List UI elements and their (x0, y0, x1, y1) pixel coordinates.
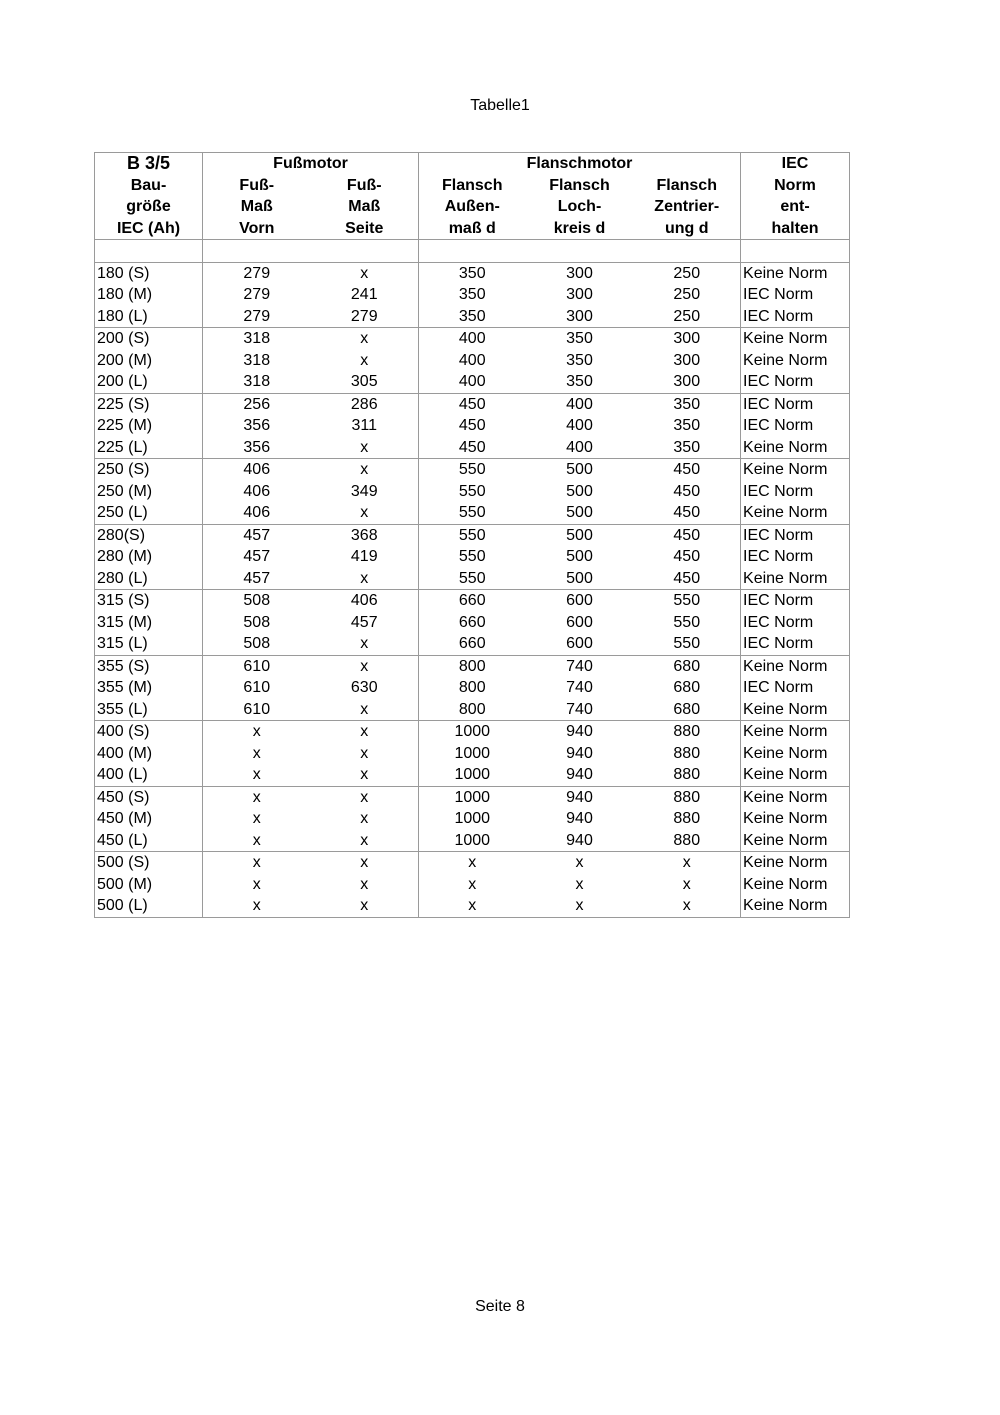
cell-flansch-aussen: 550 (458, 482, 486, 500)
cell-baugroesse: 280 (M) (95, 546, 203, 568)
table-row (95, 764, 850, 786)
cell-baugroesse: 180 (L) (95, 306, 203, 328)
header-cell: Loch- (557, 198, 602, 215)
cell-flansch-loch: 600 (566, 592, 593, 609)
cell-baugroesse: 355 (L) (95, 699, 203, 721)
table-row (95, 830, 850, 852)
cell-iec-norm: Keine Norm (741, 743, 850, 765)
header-cell: Fuß- (239, 176, 275, 194)
cell-fuss-seite: x (311, 830, 419, 852)
cell-baugroesse: 355 (S) (95, 655, 203, 677)
cell-iec-norm: Keine Norm (741, 786, 850, 808)
table-row (95, 502, 850, 524)
cell-baugroesse: 225 (L) (95, 437, 203, 459)
table-row (95, 568, 850, 590)
cell-fuss-vorn: 356 (203, 437, 311, 459)
cell-iec-norm: Keine Norm (741, 699, 850, 721)
header-cell: Zentrier- (634, 196, 741, 218)
cell-flansch-aussen: 1000 (454, 723, 491, 740)
cell-flansch-aussen: 800 (458, 679, 486, 696)
header-cell: Flansch (549, 176, 610, 194)
cell-baugroesse: 200 (S) (95, 328, 203, 350)
cell-fuss-seite: x (311, 568, 419, 590)
table-row (95, 481, 850, 503)
cell-flansch-zentrier: 450 (634, 481, 741, 503)
cell-baugroesse: 500 (S) (95, 852, 203, 874)
cell-fuss-seite: x (311, 350, 419, 372)
cell-fuss-seite: x (311, 852, 419, 874)
cell-flansch-zentrier: 880 (634, 786, 741, 808)
cell-flansch-loch: 940 (566, 788, 593, 806)
cell-iec-norm: IEC Norm (741, 415, 850, 437)
cell-flansch-zentrier: 450 (634, 524, 741, 546)
cell-fuss-vorn: 508 (243, 613, 271, 631)
cell-iec-norm: IEC Norm (741, 612, 850, 634)
header-row-3 (95, 196, 850, 218)
cell-fuss-vorn: 457 (243, 548, 271, 565)
table-body (95, 153, 850, 918)
cell-fuss-seite: x (311, 262, 419, 284)
cell-flansch-loch: 400 (526, 437, 634, 459)
cell-flansch-zentrier: 880 (634, 743, 741, 765)
cell-baugroesse: 280 (L) (95, 568, 203, 590)
cell-fuss-seite: 305 (311, 371, 419, 393)
cell-iec-norm: IEC Norm (741, 590, 850, 612)
table-row (95, 786, 850, 808)
cell-fuss-vorn: 406 (203, 502, 311, 524)
cell-fuss-seite: x (311, 743, 419, 765)
table-row (95, 284, 850, 306)
cell-flansch-zentrier: 680 (634, 655, 741, 677)
cell-iec-norm: Keine Norm (741, 874, 850, 896)
cell-flansch-loch: 500 (566, 526, 593, 544)
cell-flansch-aussen: 800 (419, 699, 526, 721)
cell-iec-norm: Keine Norm (741, 852, 850, 874)
cell-baugroesse: 450 (L) (95, 830, 203, 852)
header-cell: Norm (741, 175, 850, 197)
cell-iec-norm: Keine Norm (741, 262, 850, 284)
cell-flansch-loch: 740 (526, 699, 634, 721)
cell-fuss-seite: x (311, 633, 419, 655)
cell-iec-norm: IEC Norm (741, 546, 850, 568)
cell-flansch-aussen: 1000 (454, 744, 491, 762)
cell-flansch-loch: 600 (526, 633, 634, 655)
cell-baugroesse: 180 (S) (95, 262, 203, 284)
cell-flansch-loch: 500 (526, 502, 634, 524)
cell-baugroesse: 315 (L) (95, 633, 203, 655)
cell-fuss-seite: x (311, 655, 419, 677)
header-cell: IEC (Ah) (95, 218, 203, 240)
cell-flansch-loch: x (575, 875, 584, 893)
cell-flansch-loch: 500 (566, 461, 593, 478)
cell-baugroesse: 450 (M) (95, 808, 203, 830)
cell-flansch-loch: x (575, 854, 584, 871)
cell-iec-norm: IEC Norm (741, 677, 850, 699)
cell-flansch-zentrier: 450 (634, 502, 741, 524)
table-row (95, 524, 850, 546)
cell-flansch-aussen: x (468, 854, 477, 871)
cell-iec-norm: IEC Norm (741, 481, 850, 503)
cell-flansch-loch: 400 (566, 417, 593, 434)
header-cell: Fuß- (311, 175, 419, 197)
cell-flansch-zentrier: 250 (634, 284, 741, 306)
cell-fuss-vorn: x (252, 723, 261, 740)
cell-baugroesse: 400 (L) (95, 764, 203, 786)
cell-flansch-zentrier: 880 (634, 830, 741, 852)
header-cell: Vorn (239, 219, 275, 237)
cell-iec-norm: Keine Norm (741, 655, 850, 677)
header-cell: Bau- (95, 175, 203, 197)
header-b35: B 3/5 (95, 153, 203, 175)
cell-fuss-vorn: 610 (243, 657, 271, 675)
cell-fuss-seite: x (311, 895, 419, 917)
cell-flansch-aussen: 1000 (419, 764, 526, 786)
table-row (95, 437, 850, 459)
sheet-title: Tabelle1 (470, 97, 530, 114)
cell-fuss-seite: 457 (311, 612, 419, 634)
cell-flansch-zentrier: 880 (634, 721, 741, 743)
cell-flansch-aussen: 450 (458, 417, 486, 434)
cell-iec-norm: IEC Norm (741, 371, 850, 393)
cell-fuss-seite: x (311, 764, 419, 786)
cell-fuss-vorn: 406 (243, 461, 271, 478)
cell-fuss-vorn: 610 (243, 679, 271, 696)
cell-flansch-aussen: 550 (419, 502, 526, 524)
table-row (95, 415, 850, 437)
cell-baugroesse: 315 (S) (95, 590, 203, 612)
cell-iec-norm: Keine Norm (741, 437, 850, 459)
table-row (95, 612, 850, 634)
header-cell: Flansch (442, 176, 503, 194)
cell-fuss-seite: 349 (311, 481, 419, 503)
cell-fuss-vorn: 318 (243, 351, 271, 369)
table-row (95, 743, 850, 765)
cell-flansch-zentrier: 300 (634, 371, 741, 393)
cell-fuss-vorn: 457 (203, 568, 311, 590)
cell-flansch-zentrier: 250 (634, 262, 741, 284)
table-row (95, 459, 850, 481)
cell-fuss-seite: x (311, 437, 419, 459)
cell-flansch-zentrier: 300 (634, 350, 741, 372)
cell-flansch-aussen: 1000 (454, 810, 491, 827)
cell-flansch-aussen: x (468, 875, 477, 893)
table-row (95, 721, 850, 743)
cell-fuss-vorn: 457 (243, 526, 271, 544)
table-row (95, 808, 850, 830)
cell-baugroesse: 225 (S) (95, 393, 203, 415)
cell-fuss-vorn: 279 (203, 306, 311, 328)
cell-iec-norm: Keine Norm (741, 895, 850, 917)
table-row (95, 371, 850, 393)
cell-flansch-aussen: 400 (419, 371, 526, 393)
cell-baugroesse: 200 (L) (95, 371, 203, 393)
header-cell: Außen- (444, 198, 500, 215)
table-row (95, 895, 850, 917)
cell-fuss-seite: 630 (311, 677, 419, 699)
cell-flansch-zentrier: 550 (634, 612, 741, 634)
cell-flansch-loch: 300 (526, 306, 634, 328)
header-cell: Maß (311, 196, 419, 218)
cell-fuss-seite: x (311, 459, 419, 481)
cell-flansch-loch: 350 (566, 330, 593, 347)
cell-flansch-zentrier: 350 (634, 437, 741, 459)
header-cell: größe (95, 196, 203, 218)
cell-flansch-loch: 350 (526, 371, 634, 393)
cell-iec-norm: Keine Norm (741, 459, 850, 481)
spacer-cell (95, 240, 203, 263)
cell-fuss-seite: 419 (311, 546, 419, 568)
header-cell: Maß (240, 198, 273, 215)
cell-baugroesse: 355 (M) (95, 677, 203, 699)
table-row (95, 655, 850, 677)
cell-fuss-vorn: x (203, 895, 311, 917)
cell-flansch-aussen: 660 (458, 592, 486, 609)
cell-fuss-vorn: 279 (243, 264, 271, 282)
cell-baugroesse: 400 (S) (95, 721, 203, 743)
cell-flansch-zentrier: 880 (634, 764, 741, 786)
cell-flansch-loch: 940 (526, 830, 634, 852)
cell-baugroesse: 200 (M) (95, 350, 203, 372)
spacer-cell (741, 240, 850, 263)
motor-dimensions-table (94, 152, 850, 918)
cell-fuss-vorn: 318 (243, 330, 271, 347)
header-row-4 (95, 218, 850, 240)
cell-flansch-loch: 350 (566, 351, 593, 369)
cell-flansch-zentrier: 680 (634, 677, 741, 699)
cell-baugroesse: 500 (M) (95, 874, 203, 896)
cell-flansch-zentrier: 450 (634, 568, 741, 590)
table-row (95, 874, 850, 896)
cell-flansch-aussen: 450 (419, 437, 526, 459)
table-row (95, 677, 850, 699)
table-row (95, 852, 850, 874)
cell-flansch-aussen: 800 (458, 657, 486, 675)
cell-fuss-vorn: x (252, 788, 261, 806)
cell-iec-norm: Keine Norm (741, 764, 850, 786)
cell-baugroesse: 400 (M) (95, 743, 203, 765)
cell-iec-norm: IEC Norm (741, 393, 850, 415)
cell-iec-norm: Keine Norm (741, 808, 850, 830)
cell-flansch-loch: 740 (566, 679, 593, 696)
header-cell: halten (741, 218, 850, 240)
cell-baugroesse: 225 (M) (95, 415, 203, 437)
cell-flansch-loch: 500 (526, 568, 634, 590)
cell-iec-norm: IEC Norm (741, 306, 850, 328)
header-row-2 (95, 175, 850, 197)
cell-flansch-aussen: 350 (458, 264, 486, 282)
cell-iec-norm: Keine Norm (741, 568, 850, 590)
table-row (95, 350, 850, 372)
cell-fuss-vorn: 610 (203, 699, 311, 721)
header-cell: kreis d (553, 219, 606, 237)
cell-flansch-zentrier: 350 (634, 393, 741, 415)
cell-flansch-aussen: 1000 (419, 830, 526, 852)
table-row (95, 393, 850, 415)
cell-fuss-seite: 406 (311, 590, 419, 612)
cell-flansch-loch: 300 (566, 286, 593, 303)
header-row-1 (95, 153, 850, 175)
table-row (95, 306, 850, 328)
cell-flansch-loch: 600 (566, 613, 593, 631)
cell-iec-norm: Keine Norm (741, 502, 850, 524)
cell-flansch-zentrier: 450 (634, 546, 741, 568)
cell-iec-norm: Keine Norm (741, 350, 850, 372)
cell-flansch-zentrier: x (634, 874, 741, 896)
cell-fuss-vorn: 508 (243, 592, 271, 609)
cell-flansch-zentrier: 550 (634, 633, 741, 655)
cell-iec-norm: IEC Norm (741, 284, 850, 306)
cell-flansch-aussen: 450 (458, 395, 486, 413)
header-cell: ung d (634, 218, 741, 240)
cell-flansch-aussen: x (419, 895, 526, 917)
cell-flansch-aussen: 550 (458, 461, 486, 478)
cell-baugroesse: 450 (S) (95, 786, 203, 808)
cell-fuss-vorn: x (252, 744, 261, 762)
cell-fuss-vorn: 406 (243, 482, 271, 500)
cell-baugroesse: 500 (L) (95, 895, 203, 917)
cell-fuss-vorn: x (203, 764, 311, 786)
cell-flansch-loch: 500 (566, 482, 593, 500)
cell-baugroesse: 250 (S) (95, 459, 203, 481)
page-footer: Seite 8 (475, 1298, 525, 1315)
cell-fuss-seite: x (311, 874, 419, 896)
table-row (95, 262, 850, 284)
cell-flansch-aussen: 400 (458, 351, 486, 369)
cell-flansch-loch: x (526, 895, 634, 917)
cell-flansch-zentrier: 880 (634, 808, 741, 830)
cell-flansch-loch: 940 (566, 810, 593, 827)
cell-fuss-vorn: 256 (243, 395, 271, 413)
cell-fuss-seite: 311 (311, 415, 419, 437)
cell-flansch-aussen: 660 (458, 613, 486, 631)
cell-fuss-seite: x (311, 502, 419, 524)
cell-flansch-loch: 300 (566, 264, 593, 282)
cell-fuss-vorn: 356 (243, 417, 271, 434)
cell-flansch-aussen: 550 (419, 568, 526, 590)
table-row (95, 633, 850, 655)
header-flanschmotor: Flanschmotor (419, 153, 741, 175)
header-cell: Seite (311, 218, 419, 240)
cell-flansch-aussen: 550 (458, 548, 486, 565)
cell-baugroesse: 315 (M) (95, 612, 203, 634)
cell-fuss-vorn: x (252, 875, 261, 893)
cell-flansch-loch: 400 (566, 395, 593, 413)
header-iec: IEC (741, 153, 850, 175)
spacer-cell (419, 240, 741, 263)
cell-fuss-vorn: x (252, 854, 261, 871)
header-cell: maß d (448, 219, 496, 237)
cell-flansch-zentrier: x (634, 895, 741, 917)
cell-flansch-loch: 940 (526, 764, 634, 786)
cell-iec-norm: IEC Norm (741, 524, 850, 546)
cell-flansch-aussen: 350 (458, 286, 486, 303)
cell-iec-norm: IEC Norm (741, 633, 850, 655)
cell-flansch-loch: 740 (566, 657, 593, 675)
cell-fuss-seite: 368 (311, 524, 419, 546)
cell-iec-norm: Keine Norm (741, 721, 850, 743)
cell-flansch-aussen: 660 (419, 633, 526, 655)
cell-fuss-seite: 241 (311, 284, 419, 306)
cell-flansch-aussen: 550 (458, 526, 486, 544)
cell-iec-norm: Keine Norm (741, 328, 850, 350)
cell-flansch-zentrier: 550 (634, 590, 741, 612)
cell-fuss-seite: 279 (311, 306, 419, 328)
cell-fuss-seite: x (311, 786, 419, 808)
cell-flansch-aussen: 350 (419, 306, 526, 328)
spacer-cell (203, 240, 419, 263)
cell-fuss-vorn: 508 (203, 633, 311, 655)
cell-fuss-seite: x (311, 328, 419, 350)
header-fussmotor: Fußmotor (203, 153, 419, 175)
cell-flansch-zentrier: 680 (634, 699, 741, 721)
table-row (95, 699, 850, 721)
cell-flansch-zentrier: x (634, 852, 741, 874)
cell-flansch-aussen: 1000 (454, 788, 491, 806)
table-row (95, 328, 850, 350)
cell-fuss-seite: x (311, 721, 419, 743)
spacer-row (95, 240, 850, 263)
table-row (95, 546, 850, 568)
cell-flansch-aussen: 400 (458, 330, 486, 347)
cell-flansch-zentrier: 300 (634, 328, 741, 350)
cell-fuss-seite: x (311, 808, 419, 830)
cell-fuss-vorn: 279 (243, 286, 271, 303)
cell-baugroesse: 250 (M) (95, 481, 203, 503)
cell-baugroesse: 180 (M) (95, 284, 203, 306)
cell-flansch-zentrier: 450 (634, 459, 741, 481)
cell-fuss-vorn: x (203, 830, 311, 852)
cell-fuss-vorn: x (252, 810, 261, 827)
cell-baugroesse: 250 (L) (95, 502, 203, 524)
cell-fuss-vorn: 318 (203, 371, 311, 393)
cell-flansch-zentrier: 350 (634, 415, 741, 437)
header-cell: ent- (741, 196, 850, 218)
cell-flansch-loch: 500 (566, 548, 593, 565)
table-row (95, 590, 850, 612)
cell-iec-norm: Keine Norm (741, 830, 850, 852)
cell-fuss-seite: 286 (311, 393, 419, 415)
cell-flansch-loch: 940 (566, 723, 593, 740)
cell-flansch-zentrier: 250 (634, 306, 741, 328)
cell-baugroesse: 280(S) (95, 524, 203, 546)
header-cell: Flansch (634, 175, 741, 197)
cell-fuss-seite: x (311, 699, 419, 721)
cell-flansch-loch: 940 (566, 744, 593, 762)
